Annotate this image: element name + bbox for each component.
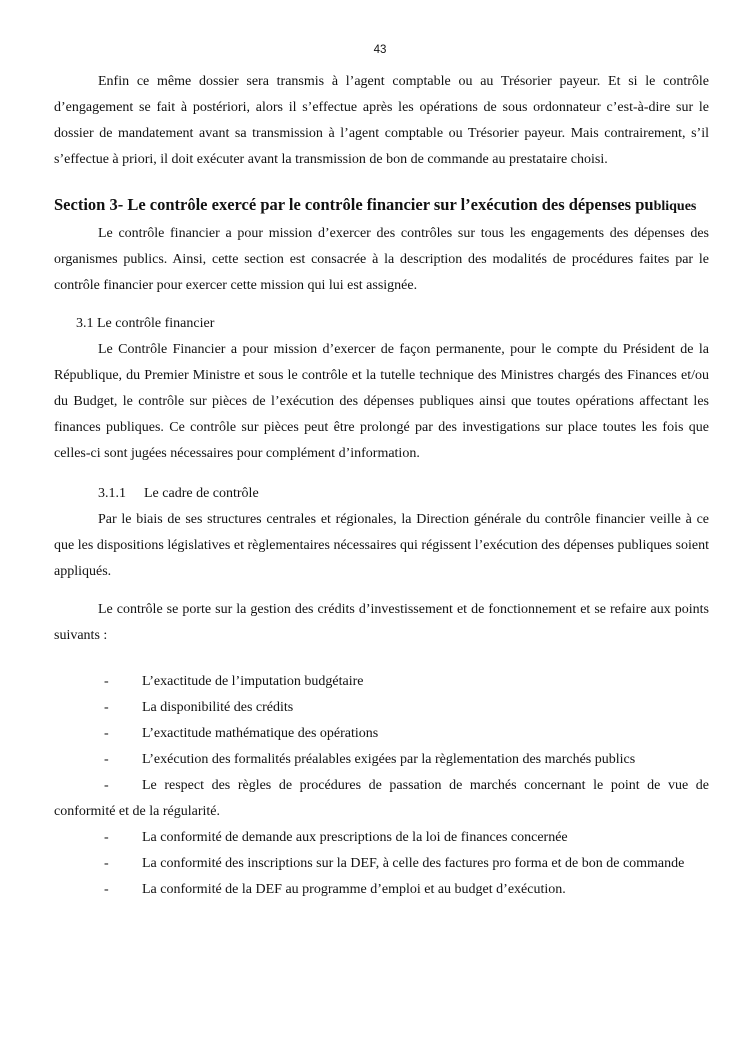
page-number: 43 [373,44,387,56]
list-item-text: La disponibilité des crédits [142,700,294,715]
bullet-dash: - [104,674,109,689]
bullet-dash: - [104,830,109,845]
paragraph-intro: Enfin ce même dossier sera transmis à l’agent comptable ou au Trésorier payeur. Et si le contrôle d’engagement se fait à postériori, alors il s’effectue après les opérations de sous ordonnateur c’est-à-dire sur le dossier de mandatement avant sa transmission à l’agent comptable ou Trésorier payeur. Mais contrairement, s’il s’effectue à priori, il doit exécuter avant la transmission de bon de commande au prestataire choisi. [54,74,709,167]
list-item [54,825,709,851]
subsubsection-heading [54,481,709,507]
bullet-dash: - [104,700,109,715]
list-item-text: L’exécution des formalités préalables exigées par la règlementation des marchés publics [142,752,636,767]
bullet-list [54,669,709,903]
list-item [54,773,709,825]
bullet-dash: - [104,726,109,741]
list-item-text: La conformité de demande aux prescriptions de la loi de finances concernée [142,830,568,845]
bullet-dash: - [104,856,109,871]
list-item [54,747,709,773]
subsubsection-number: 3.1.1 [98,486,126,501]
list-item [54,669,709,695]
list-item [54,695,709,721]
section-heading-rest: bliques [653,199,697,214]
section-heading-pu: pu [635,195,654,214]
paragraph-points: Le contrôle se porte sur la gestion des crédits d’investissement et de fonctionnement et se refaire aux points suivants : [54,602,709,643]
list-item [54,851,709,877]
bullet-dash: - [104,882,109,897]
paragraph-section: Le contrôle financier a pour mission d’exercer des contrôles sur tous les engagements des dépenses des organismes publics. Ainsi, cette section est consacrée à la description des modalités de procédures faites par le contrôle financier pour exercer cette mission qui lui est assignée. [54,226,709,293]
section-heading [54,190,709,221]
list-item-text: La conformité de la DEF au programme d’emploi et au budget d’exécution. [142,882,566,897]
bullet-dash: - [104,778,109,793]
list-item-text: L’exactitude mathématique des opérations [142,726,379,741]
subsubsection-title: Le cadre de contrôle [144,486,259,501]
list-item-text: Le respect des règles de procédures de passation de marchés concernant le point de vue de conformité et de la régularité. [54,778,709,819]
list-item [54,721,709,747]
list-item-text: La conformité des inscriptions sur la DEF, à celle des factures pro forma et de bon de commande [142,856,685,871]
list-item-text: L’exactitude de l’imputation budgétaire [142,674,364,689]
bullet-dash: - [104,752,109,767]
page-content [54,69,709,903]
list-item [54,877,709,903]
paragraph-cadre: Par le biais de ses structures centrales et régionales, la Direction générale du contrôle financier veille à ce que les dispositions législatives et règlementaires nécessaires qui régissent l’exécution des dépenses publiques soient appliqués. [54,512,709,579]
subsection-heading: 3.1 Le contrôle financier [76,316,215,331]
section-heading-main: Section 3- Le contrôle exercé par le contrôle financier sur l’exécution des dépenses [54,195,636,214]
paragraph-subsection: Le Contrôle Financier a pour mission d’exercer de façon permanente, pour le compte du Président de la République, du Premier Ministre et sous le contrôle et la tutelle technique des Ministres chargés des Finances et/ou du Budget, le contrôle sur pièces de l’exécution des dépenses publiques ainsi que toutes opérations affectant les finances publiques. Ce contrôle sur pièces peut être prolongé par des investigations sur place toutes les fois que celles-ci sont jugées nécessaires pour complément d’information. [54,342,709,461]
